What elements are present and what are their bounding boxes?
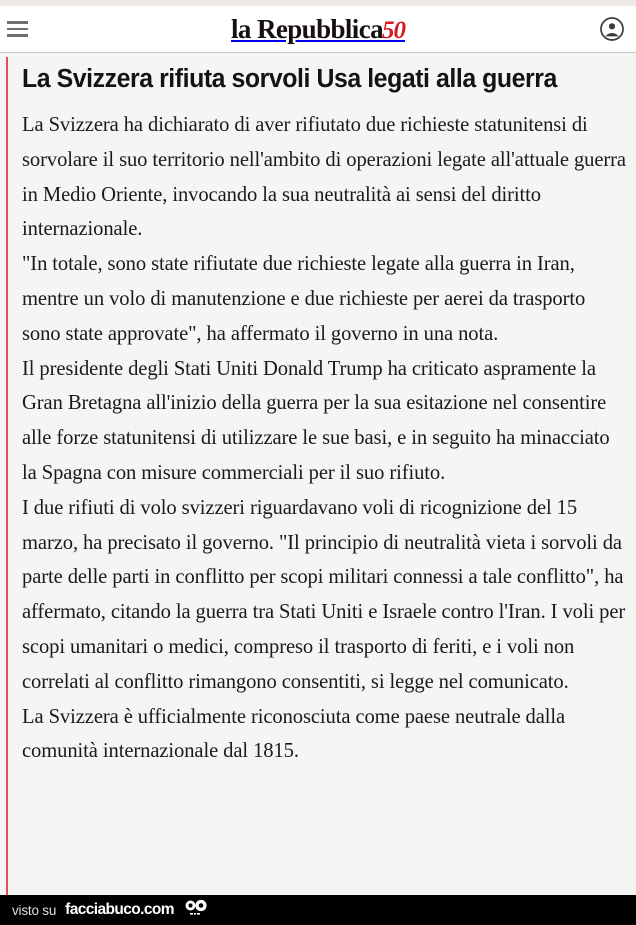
watermark-bar	[0, 895, 636, 925]
facciabuco-eyes-logo	[184, 898, 208, 923]
site-logo[interactable]	[231, 13, 405, 44]
watermark-prefix: visto su	[12, 902, 57, 918]
article-paragraph: "In totale, sono state rifiutate due richieste legate alla guerra in Iran, mentre un volo di manutenzione e due richieste per aerei da trasporto sono state approvate", ha affermato il governo in una nota.	[22, 253, 586, 345]
article-paragraph: I due rifiuti di volo svizzeri riguardavano voli di ricognizione del 15 marzo, ha precisato il governo. "Il principio di neutralità vieta i sorvoli da parte delle parti in conflitto per scopi militari connessi a tale conflitto", ha affermato, citando la guerra tra Stati Uniti e Israele contro l'Iran. I voli per scopi umanitari o medici, compreso il trasporto di feriti, e i voli non correlati al conflitto rimangono consentiti, si legge nel comunicato.	[22, 496, 626, 693]
brand-anniversary-mark: 50	[382, 16, 405, 44]
hamburger-bar	[7, 34, 28, 37]
article-paragraph: Il presidente degli Stati Uniti Donald Trump ha criticato aspramente la Gran Bretagna all'inizio della guerra per la sua esitazione nel consentire alle forze statunitensi di utilizzare le sue basi, e in seguito ha minacciato la Spagna con misure commerciali per il suo rifiuto.	[22, 357, 610, 485]
accent-vertical-rule	[6, 57, 8, 895]
site-header	[0, 6, 636, 53]
article-paragraph: La Svizzera ha dichiarato di aver rifiutato due richieste statunitensi di sorvolare il suo territorio nell'ambito di operazioni legate all'attuale guerra in Medio Oriente, invocando la sua neutralità ai sensi del diritto internazionale.	[22, 114, 626, 241]
hamburger-bar	[7, 28, 28, 31]
article-body	[22, 108, 626, 769]
account-circle-icon[interactable]	[598, 15, 626, 43]
page-title: La Svizzera rifiuta sorvoli Usa legati alla guerra	[22, 65, 557, 93]
watermark-site-name: facciabuco.com	[65, 901, 174, 918]
article-container	[0, 53, 636, 895]
article-paragraph: La Svizzera è ufficialmente riconosciuta come paese neutrale dalla comunità internazionale dal 1815.	[22, 705, 566, 763]
brand-name: la Repubblica	[231, 13, 383, 44]
hamburger-menu-icon[interactable]	[7, 19, 33, 39]
hamburger-bar	[7, 21, 28, 24]
article	[0, 53, 636, 769]
